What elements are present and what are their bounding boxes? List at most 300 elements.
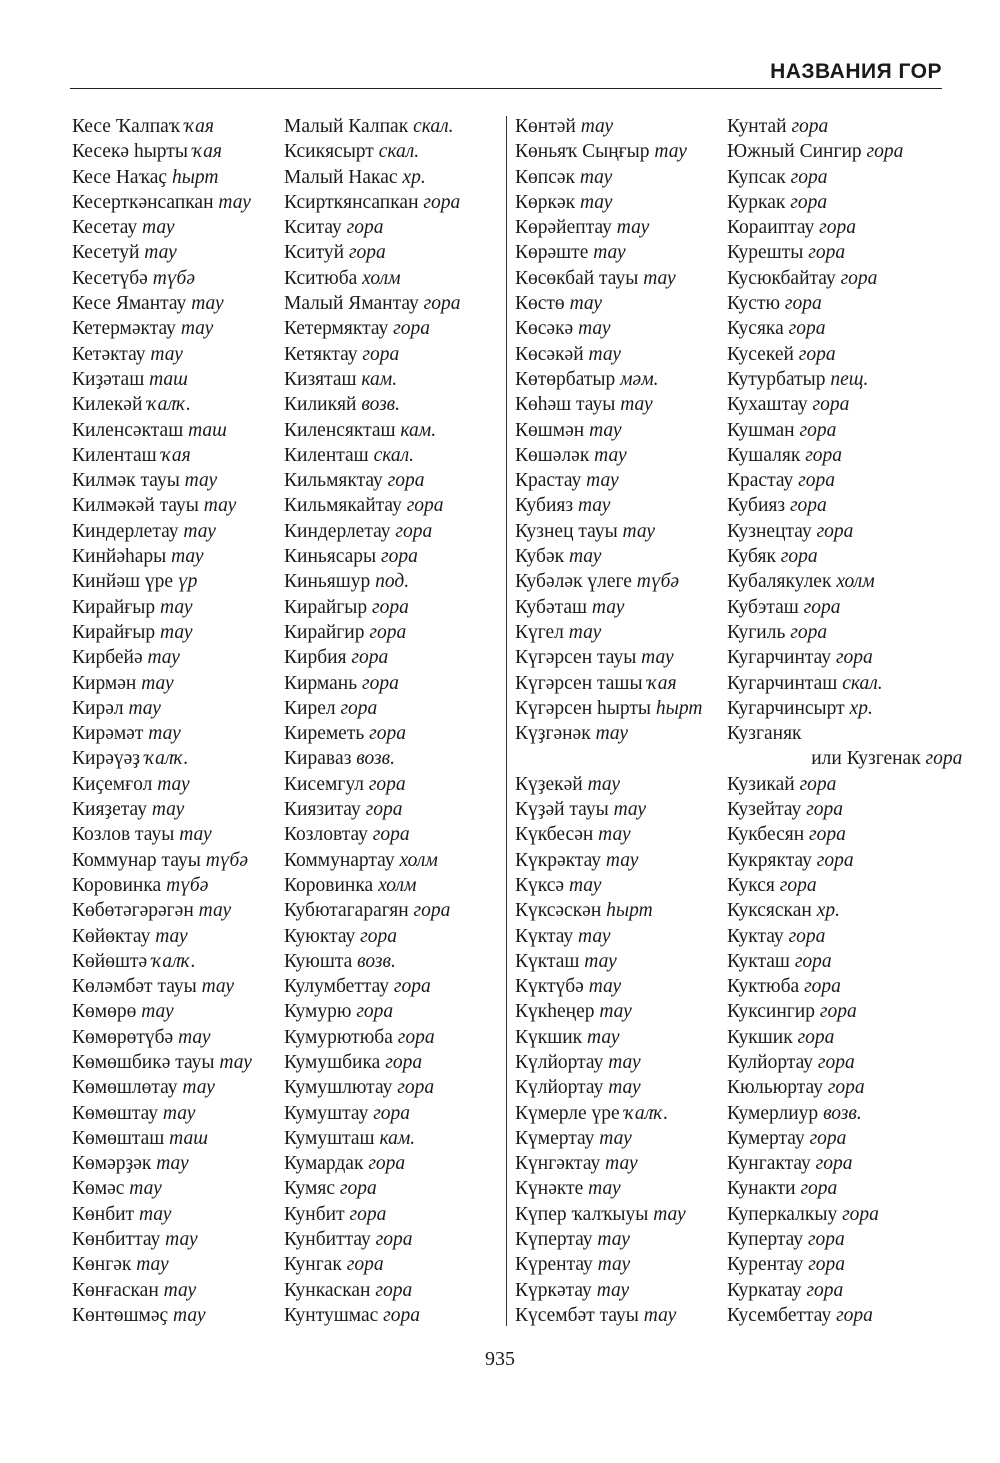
column-bashkir-left (72, 114, 252, 1328)
entry-type: таш (188, 419, 227, 441)
entry-type: гора (368, 1153, 406, 1175)
entry-type: тау (591, 596, 625, 618)
dictionary-entry (515, 316, 702, 341)
entry-name: Көнғаскан (72, 1279, 164, 1301)
entry-type: гора (372, 596, 409, 618)
entry-type: тау (148, 723, 181, 745)
entry-type: тау (608, 1051, 641, 1073)
dictionary-entry (284, 873, 461, 898)
entry-name: Кесе Наҡаҫ (72, 166, 172, 188)
entry-type: тау (183, 520, 216, 542)
dictionary-entry (284, 1303, 461, 1328)
entry-name: Коммунартау (284, 849, 400, 871)
entry-type: гора (790, 166, 828, 188)
entry-type: гора (790, 621, 828, 643)
dictionary-entry (727, 316, 903, 341)
entry-type: тау (584, 950, 617, 972)
dictionary-entry (284, 190, 461, 215)
dictionary-entry (515, 190, 702, 215)
entry-type: гора (340, 697, 378, 719)
dictionary-entry (284, 721, 461, 746)
dictionary-entry (727, 999, 903, 1024)
entry-type: гора (393, 318, 430, 340)
dictionary-entry (727, 721, 903, 746)
dictionary-entry (72, 443, 252, 468)
column-bashkir-right (515, 114, 702, 1328)
dictionary-entry (515, 1202, 702, 1227)
entry-type: гора (339, 1178, 377, 1200)
entry-name: Кситау (284, 217, 347, 239)
entry-type: тау (141, 672, 174, 694)
entry-type: хр. (816, 900, 840, 922)
dictionary-entry (515, 215, 702, 240)
dictionary-entry (515, 595, 702, 620)
entry-name: Киленсякташ (284, 419, 401, 441)
entry-type: гора (816, 849, 854, 871)
entry-type: гора (369, 723, 406, 745)
dictionary-entry (72, 1278, 252, 1303)
dictionary-entry (727, 949, 903, 974)
entry-type: гора (373, 1102, 411, 1124)
dictionary-entry (727, 569, 903, 594)
dictionary-entry (284, 797, 461, 822)
dictionary-entry (727, 418, 903, 443)
entry-name: Кирмань (284, 672, 362, 694)
dictionary-entry (284, 924, 461, 949)
entry-type: ҡая (161, 444, 191, 466)
entry-type: кам. (400, 419, 437, 441)
entry-type: тау (597, 1229, 630, 1251)
entry-name: Кузганяк (727, 723, 802, 745)
entry-type: гора (360, 925, 397, 947)
entry-name: Кситуй (284, 242, 349, 264)
dictionary-entry (515, 1050, 702, 1075)
entry-name: Ксирткянсапкан (284, 191, 424, 213)
entry-type: возв. (823, 1102, 862, 1124)
dictionary-entry (284, 999, 461, 1024)
entry-type: гора (807, 1229, 845, 1251)
entry-type: холм (399, 849, 438, 871)
dictionary-entry (515, 1126, 702, 1151)
dictionary-entry (727, 1126, 903, 1151)
entry-name: Кирбия (284, 647, 352, 669)
entry-name: Крастау (727, 470, 799, 492)
column-russian-left (284, 114, 461, 1328)
dictionary-entry (727, 443, 903, 468)
entry-type: тау (653, 1203, 686, 1225)
entry-type: гора (780, 546, 818, 568)
dictionary-entry (515, 392, 702, 417)
entry-type: тау (129, 1178, 162, 1200)
entry-name: Купсак (727, 166, 791, 188)
dictionary-entry (727, 1101, 903, 1126)
entry-type: кам. (361, 368, 398, 390)
entry-name: Кунбиттау (284, 1229, 376, 1251)
dictionary-entry (515, 240, 702, 265)
entry-name: Көмөшташ (72, 1127, 170, 1149)
entry-type: гора (809, 1127, 847, 1149)
entry-name: Киленташ (72, 444, 162, 466)
entry-type: гора (799, 773, 837, 795)
entry-type: тау (142, 217, 175, 239)
entry-type: тау (587, 1026, 620, 1048)
entry-type: гора (809, 824, 846, 846)
entry-type: гора (806, 799, 843, 821)
entry-type: гора (794, 950, 832, 972)
dictionary-entry (515, 746, 702, 771)
dictionary-entry (515, 696, 702, 721)
entry-name: Кунгак (284, 1254, 347, 1276)
entry-type: гора (788, 925, 826, 947)
entry-name: Күркәтау (515, 1279, 597, 1301)
dictionary-entry (284, 544, 461, 569)
entry-type: гора (372, 824, 410, 846)
entry-type: гора (346, 1254, 384, 1276)
dictionary-entry (727, 139, 903, 164)
entry-type: гора (397, 1026, 435, 1048)
entry-type: тау (151, 799, 185, 821)
entry-name: Куркак (727, 191, 791, 213)
entry-type: тау (569, 293, 603, 315)
entry-name: Күгәрсен ташы (515, 672, 648, 694)
entry-name: Кубяк (727, 546, 781, 568)
entry-name: Кумурю (284, 1001, 357, 1023)
entry-type: тау (588, 1178, 621, 1200)
entry-type: тау (171, 546, 204, 568)
dictionary-entry (515, 822, 702, 847)
dictionary-entry (727, 873, 903, 898)
dictionary-entry (72, 468, 252, 493)
entry-name: Курентау (727, 1254, 809, 1276)
entry-name: Күрентау (515, 1254, 598, 1276)
entry-name: Күлйортау (515, 1077, 609, 1099)
dictionary-entry (72, 772, 252, 797)
dictionary-entry (515, 519, 702, 544)
dictionary-entry (284, 772, 461, 797)
entry-name: Козловтау (284, 824, 373, 846)
dictionary-entry (515, 1252, 702, 1277)
running-header (70, 58, 942, 89)
dictionary-entry (72, 367, 252, 392)
entry-type: гора (797, 1026, 835, 1048)
entry-name: Күлйортау (515, 1051, 609, 1073)
dictionary-entry (284, 1202, 461, 1227)
entry-type: тау (578, 318, 611, 340)
entry-name: Куктау (727, 925, 789, 947)
entry-type: гора (819, 1001, 857, 1023)
entry-type: хр. (849, 697, 873, 719)
entry-type: под. (375, 571, 410, 593)
entry-name: Көмәрҙәк (72, 1153, 157, 1175)
dictionary-entry (727, 595, 903, 620)
dictionary-entry (515, 1151, 702, 1176)
dictionary-entry (72, 645, 252, 670)
entry-type: тау (203, 495, 237, 517)
entry-type: тау (180, 318, 214, 340)
entry-name: Куктюба (727, 976, 805, 998)
entry-name: Көмөшбикә тауы (72, 1051, 220, 1073)
entry-name: Күмерле үре (515, 1102, 625, 1124)
entry-name: Кораиптау (727, 217, 820, 239)
dictionary-entry (515, 1278, 702, 1303)
dictionary-entry (727, 822, 903, 847)
entry-type: гора (356, 1001, 394, 1023)
entry-name: Кункаскан (284, 1279, 376, 1301)
entry-name: Кушман (727, 419, 800, 441)
dictionary-entry (515, 342, 702, 367)
entry-name: Киҫемғол (72, 773, 158, 795)
dictionary-entry (72, 1252, 252, 1277)
entry-name: Коровинка (72, 874, 167, 896)
dictionary-entry (727, 1303, 903, 1328)
entry-type: тау (596, 1279, 630, 1301)
entry-type: тау (580, 116, 614, 137)
entry-type: тау (616, 217, 650, 239)
column-divider (506, 116, 507, 1326)
dictionary-entry (72, 114, 252, 139)
entry-name: Көрәште (515, 242, 594, 264)
entry-name: Киленташ (284, 444, 374, 466)
entry-name: Киндерлетау (72, 520, 184, 542)
dictionary-entry (72, 519, 252, 544)
dictionary-entry (72, 1126, 252, 1151)
entry-name: Күсембәт тауы (515, 1304, 644, 1326)
entry-type: гора (815, 1153, 853, 1175)
dictionary-entry (284, 569, 461, 594)
entry-type: тау (191, 293, 224, 315)
entry-name: Крастау (515, 470, 587, 492)
dictionary-entry (727, 1151, 903, 1176)
dictionary-entry (284, 392, 461, 417)
entry-type: гора (368, 773, 406, 795)
entry-name: Киязитау (284, 799, 366, 821)
entry-type: тау (141, 1001, 174, 1023)
entry-name: Көнгәк (72, 1254, 137, 1276)
entry-type: тау (198, 900, 232, 922)
dictionary-entry (727, 1227, 903, 1252)
entry-name: Күгәрсен һырты (515, 697, 656, 719)
entry-type: гора (808, 242, 846, 264)
entry-type: гора (406, 495, 444, 517)
dictionary-entry (72, 746, 252, 771)
entry-type: тау (588, 343, 621, 365)
entry-name: Кумардак (284, 1153, 369, 1175)
entry-type: тау (156, 1153, 189, 1175)
dictionary-entry (515, 949, 702, 974)
entry-name: Кетермяктау (284, 318, 394, 340)
entry-type: ҡалҡ. (624, 1102, 669, 1124)
dictionary-entry (284, 215, 461, 240)
entry-type: пещ. (830, 368, 869, 390)
entry-type: үр (177, 571, 198, 593)
entry-type: скал. (842, 672, 883, 694)
entry-name: Күгел (515, 621, 569, 643)
dictionary-entry (284, 1075, 461, 1100)
entry-type: гора (819, 217, 856, 239)
dictionary-entry (72, 1176, 252, 1201)
dictionary-entry (515, 772, 702, 797)
entry-type: тау (594, 444, 627, 466)
entry-name: Кукбесян (727, 824, 810, 846)
dictionary-entry (727, 1050, 903, 1075)
dictionary-entry (727, 696, 903, 721)
entry-name: Кукряктау (727, 849, 817, 871)
entry-type: тау (136, 1254, 169, 1276)
entry-name: Кугарчинтау (727, 647, 836, 669)
entry-name: Күҙәй тауы (515, 799, 614, 821)
entry-type: гора (798, 343, 836, 365)
entry-type: тау (578, 925, 611, 947)
entry-name: Күкһеңер (515, 1001, 600, 1023)
entry-type: түбә (166, 874, 209, 896)
entry-name: Кунтай (727, 116, 792, 137)
entry-type: тау (155, 925, 188, 947)
entry-type: гора (346, 217, 384, 239)
entry-name: Кугарчинсырт (727, 697, 850, 719)
dictionary-entry (72, 620, 252, 645)
dictionary-entry (72, 1151, 252, 1176)
entry-name: Кукся (727, 874, 780, 896)
dictionary-entry (72, 240, 252, 265)
entry-type: гора (790, 191, 828, 213)
entry-name: Кирайгыр (284, 596, 373, 618)
dictionary-entry (284, 367, 461, 392)
entry-type: гора (791, 116, 829, 137)
entry-type: гора (808, 1254, 846, 1276)
dictionary-entry (284, 1176, 461, 1201)
entry-name: Кильмякайтау (284, 495, 407, 517)
dictionary-entry (284, 974, 461, 999)
entry-type: тау (605, 849, 639, 871)
dictionary-entry (72, 569, 252, 594)
dictionary-entry (72, 215, 252, 240)
entry-type: гора (817, 1051, 855, 1073)
dictionary-entry (727, 620, 903, 645)
entry-type: гора (381, 546, 418, 568)
entry-type: тау (138, 1203, 172, 1225)
entry-name: Кирәүәҙ (72, 748, 145, 770)
entry-name: Көмөшлөтау (72, 1077, 183, 1099)
dictionary-entry (727, 266, 903, 291)
dictionary-entry (515, 291, 702, 316)
dictionary-entry (515, 139, 702, 164)
entry-name: Киҙәташ (72, 368, 150, 390)
dictionary-entry (727, 215, 903, 240)
entry-type: тау (568, 621, 602, 643)
entry-name: Кирайгир (284, 621, 370, 643)
dictionary-entry (284, 746, 461, 771)
entry-name: Коровинка (284, 874, 379, 896)
entry-type: тау (218, 191, 251, 213)
entry-name: Кирмән (72, 672, 142, 694)
entry-name: Кирел (284, 697, 341, 719)
entry-name: Күкрәктау (515, 849, 606, 871)
entry-name: Кумушташ (284, 1127, 380, 1149)
entry-type: тау (160, 621, 193, 643)
dictionary-entry (515, 1176, 702, 1201)
entry-type: гора (840, 267, 878, 289)
dictionary-entry (284, 898, 461, 923)
entry-type: гора (369, 621, 407, 643)
entry-name: Күмертау (515, 1127, 600, 1149)
entry-type: тау (641, 647, 674, 669)
entry-name: Көсөкбай тауы (515, 267, 644, 289)
entry-type: тау (593, 242, 626, 264)
dictionary-entry (284, 1278, 461, 1303)
entry-type: гора (925, 748, 963, 770)
entry-type: гора (349, 1203, 387, 1225)
dictionary-entry (515, 671, 702, 696)
entry-name: Кубияз (727, 495, 790, 517)
entry-name: Куюктау (284, 925, 361, 947)
entry-name: Күҙекәй (515, 773, 588, 795)
dictionary-entry (727, 493, 903, 518)
dictionary-entry (515, 165, 702, 190)
dictionary-entry (284, 822, 461, 847)
entry-type: тау (568, 874, 602, 896)
entry-type: кам. (379, 1127, 416, 1149)
dictionary-entry (284, 848, 461, 873)
entry-type: тау (157, 773, 190, 795)
entry-type: гора (835, 647, 873, 669)
entry-name: Күнәкте (515, 1178, 589, 1200)
dictionary-entry (515, 924, 702, 949)
dictionary-entry (72, 493, 252, 518)
dictionary-entry (727, 468, 903, 493)
entry-type: гора (385, 1051, 423, 1073)
entry-name: Кусяка (727, 318, 789, 340)
entry-type: гора (397, 1077, 435, 1099)
entry-type: гора (788, 318, 826, 340)
entry-name: Кесетау (72, 217, 143, 239)
dictionary-entry (284, 696, 461, 721)
entry-type: тау (150, 343, 183, 365)
page-number: 935 (485, 1348, 515, 1370)
entry-type: тау (599, 1001, 632, 1023)
dictionary-entry (284, 1151, 461, 1176)
entry-type: гора (779, 874, 817, 896)
entry-name: Күксә (515, 874, 569, 896)
entry-type: гора (806, 1279, 844, 1301)
entry-name: Козлов тауы (72, 824, 180, 846)
dictionary-entry (284, 1025, 461, 1050)
entry-name: Киравaз (284, 748, 357, 770)
entry-name: Көйөштә (72, 950, 153, 972)
dictionary-entry (72, 848, 252, 873)
dictionary-entry (515, 620, 702, 645)
entry-name: Көмөрөтүбә (72, 1026, 179, 1048)
entry-name: Кубәк (515, 546, 569, 568)
dictionary-entry (72, 418, 252, 443)
entry-name: Малый Ямантау (284, 293, 424, 315)
entry-name: Көшәләк (515, 444, 595, 466)
dictionary-entry (727, 924, 903, 949)
entry-name: Кесетүбә (72, 267, 153, 289)
entry-type: гора (395, 520, 433, 542)
dictionary-entry (284, 165, 461, 190)
entry-name: Көнбит (72, 1203, 139, 1225)
dictionary-entry (284, 595, 461, 620)
dictionary-entry (72, 822, 252, 847)
entry-name: Көсәкәй (515, 343, 589, 365)
entry-name: Күктау (515, 925, 579, 947)
entry-name: Малый Калпак (284, 116, 414, 137)
dictionary-entry (72, 1025, 252, 1050)
dictionary-entry (515, 999, 702, 1024)
entry-type: гора (387, 470, 425, 492)
entry-name: Кумяс (284, 1178, 340, 1200)
entry-name: Кирәмәт (72, 723, 149, 745)
